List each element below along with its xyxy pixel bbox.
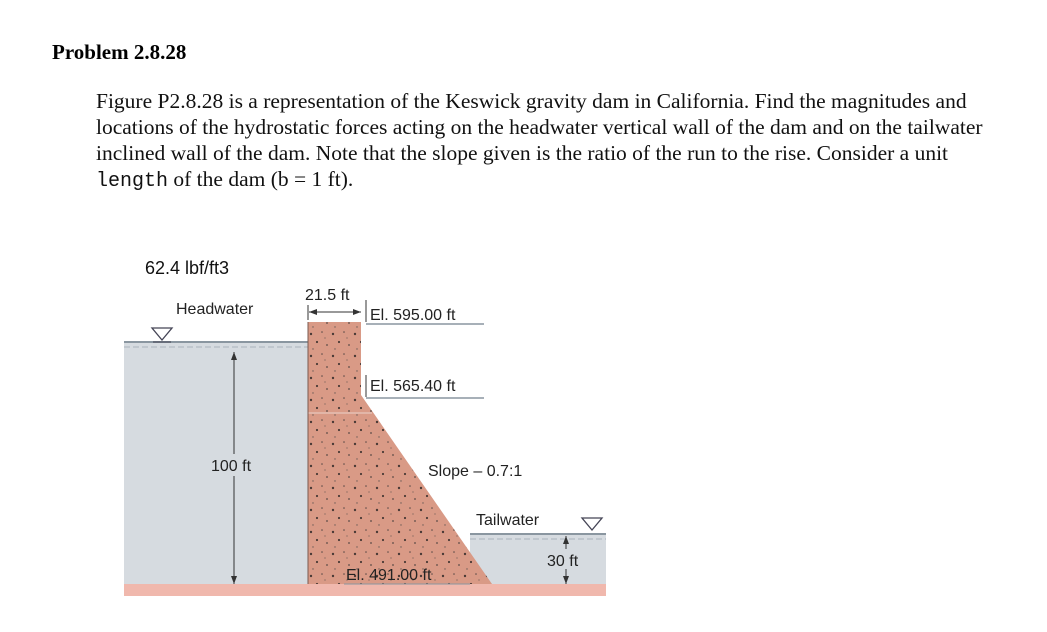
slope-label: Slope – 0.7:1 bbox=[428, 463, 523, 480]
tailwater-level-marker-icon bbox=[582, 518, 602, 530]
headwater-depth-label: 100 ft bbox=[211, 458, 252, 475]
ground bbox=[124, 584, 606, 596]
problem-text-1: Figure P2.8.28 is a representation of the Keswick gravity dam in California. Find the magnitudes and locations of the hydrostatic forces acting on the headwater vertical wall of the dam and on the tailwater inclined wall of the dam. Note that the slope given is the ratio of the run to the rise. Consider a unit bbox=[96, 89, 983, 165]
slope-start-elevation-label: El. 565.40 ft bbox=[370, 378, 456, 395]
tailwater-label: Tailwater bbox=[476, 512, 540, 529]
tailwater-depth-label: 30 ft bbox=[547, 553, 579, 570]
crest-width-label: 21.5 ft bbox=[305, 287, 350, 304]
headwater-level-marker-icon bbox=[152, 328, 172, 340]
problem-text-length: length bbox=[96, 170, 169, 193]
headwater-label: Headwater bbox=[176, 301, 254, 318]
crest-elevation-label: El. 595.00 ft bbox=[370, 307, 456, 324]
problem-text-2: of the dam (b = 1 ft). bbox=[168, 167, 354, 191]
specific-weight-label: 62.4 lbf/ft3 bbox=[145, 258, 230, 278]
base-elevation-label: El. 491.00 ft bbox=[346, 567, 432, 584]
problem-title: Problem 2.8.28 bbox=[52, 40, 187, 64]
